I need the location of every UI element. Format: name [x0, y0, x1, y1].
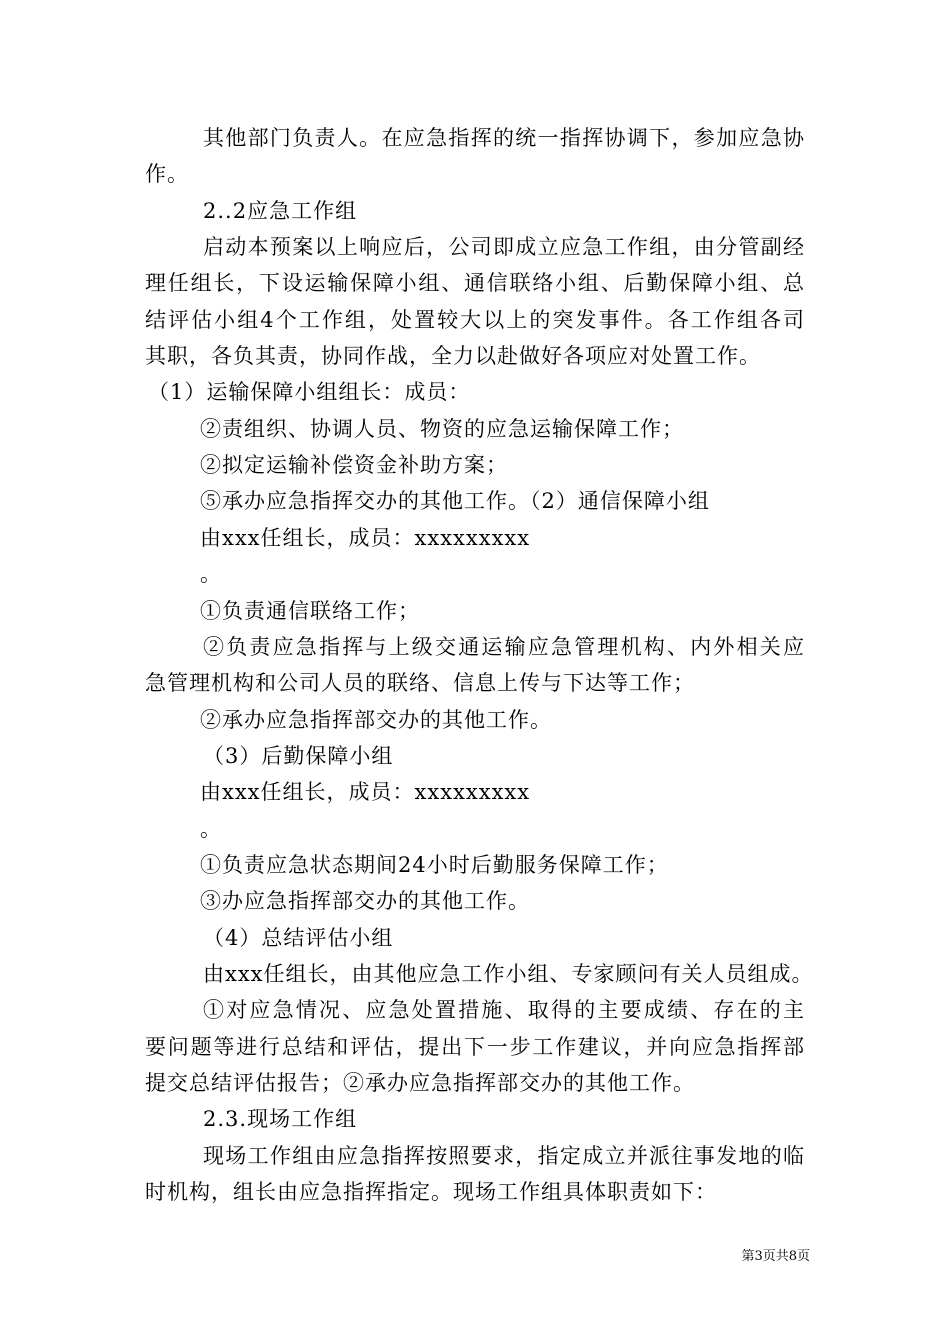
list-item: ②责组织、协调人员、物资的应急运输保障工作；	[200, 417, 684, 441]
paragraph-line: 由xxx任组长，由其他应急工作小组、专家顾问有关人员组成。	[203, 962, 814, 986]
list-item: ⑤承办应急指挥交办的其他工作。（2）通信保障小组	[200, 489, 710, 513]
paragraph-line: 时机构，组长由应急指挥指定。现场工作组具体职责如下：	[145, 1180, 717, 1204]
list-item: ①对应急情况、应急处置措施、取得的主要成绩、存在的主	[203, 998, 805, 1022]
paragraph-line: 。	[200, 562, 222, 586]
paragraph-line: 作。	[145, 162, 189, 186]
paragraph-line: 其他部门负责人。在应急指挥的统一指挥协调下，参加应急协	[203, 126, 805, 150]
paragraph-line: 由xxx任组长，成员：xxxxxxxxx	[200, 526, 531, 550]
page-number: 第3页共8页	[741, 1249, 810, 1264]
list-item: ②负责应急指挥与上级交通运输应急管理机构、内外相关应	[203, 635, 805, 659]
paragraph-line: 由xxx任组长，成员：xxxxxxxxx	[200, 780, 531, 804]
paragraph-line: 。	[200, 817, 222, 841]
list-heading: （4）总结评估小组	[203, 926, 394, 950]
paragraph-line: 急管理机构和公司人员的联络、信息上传与下达等工作；	[145, 671, 695, 695]
list-item: ③办应急指挥部交办的其他工作。	[200, 889, 530, 913]
paragraph-line: 结评估小组4个工作组，处置较大以上的突发事件。各工作组各司	[145, 308, 805, 332]
paragraph-line: 启动本预案以上响应后，公司即成立应急工作组，由分管副经	[203, 235, 805, 259]
list-item: ①负责通信联络工作；	[200, 599, 420, 623]
paragraph-line: 其职，各负其责，协同作战，全力以赴做好各项应对处置工作。	[145, 344, 761, 368]
list-heading: （3）后勤保障小组	[203, 744, 394, 768]
paragraph-line: 现场工作组由应急指挥按照要求，指定成立并派往事发地的临	[203, 1144, 805, 1168]
paragraph-line: 提交总结评估报告；②承办应急指挥部交办的其他工作。	[145, 1071, 695, 1095]
list-heading: （1）运输保障小组组长：成员：	[148, 380, 471, 404]
list-item: ②拟定运输补偿资金补助方案；	[200, 453, 508, 477]
paragraph-line: 要问题等进行总结和评估，提出下一步工作建议，并向应急指挥部	[145, 1035, 805, 1059]
paragraph-line: 理任组长，下设运输保障小组、通信联络小组、后勤保障小组、总	[145, 271, 805, 295]
section-heading: 2.3.现场工作组	[203, 1107, 358, 1131]
list-item: ②承办应急指挥部交办的其他工作。	[200, 708, 552, 732]
list-item: ①负责应急状态期间24小时后勤服务保障工作；	[200, 853, 669, 877]
section-heading: 2..2应急工作组	[203, 199, 358, 223]
